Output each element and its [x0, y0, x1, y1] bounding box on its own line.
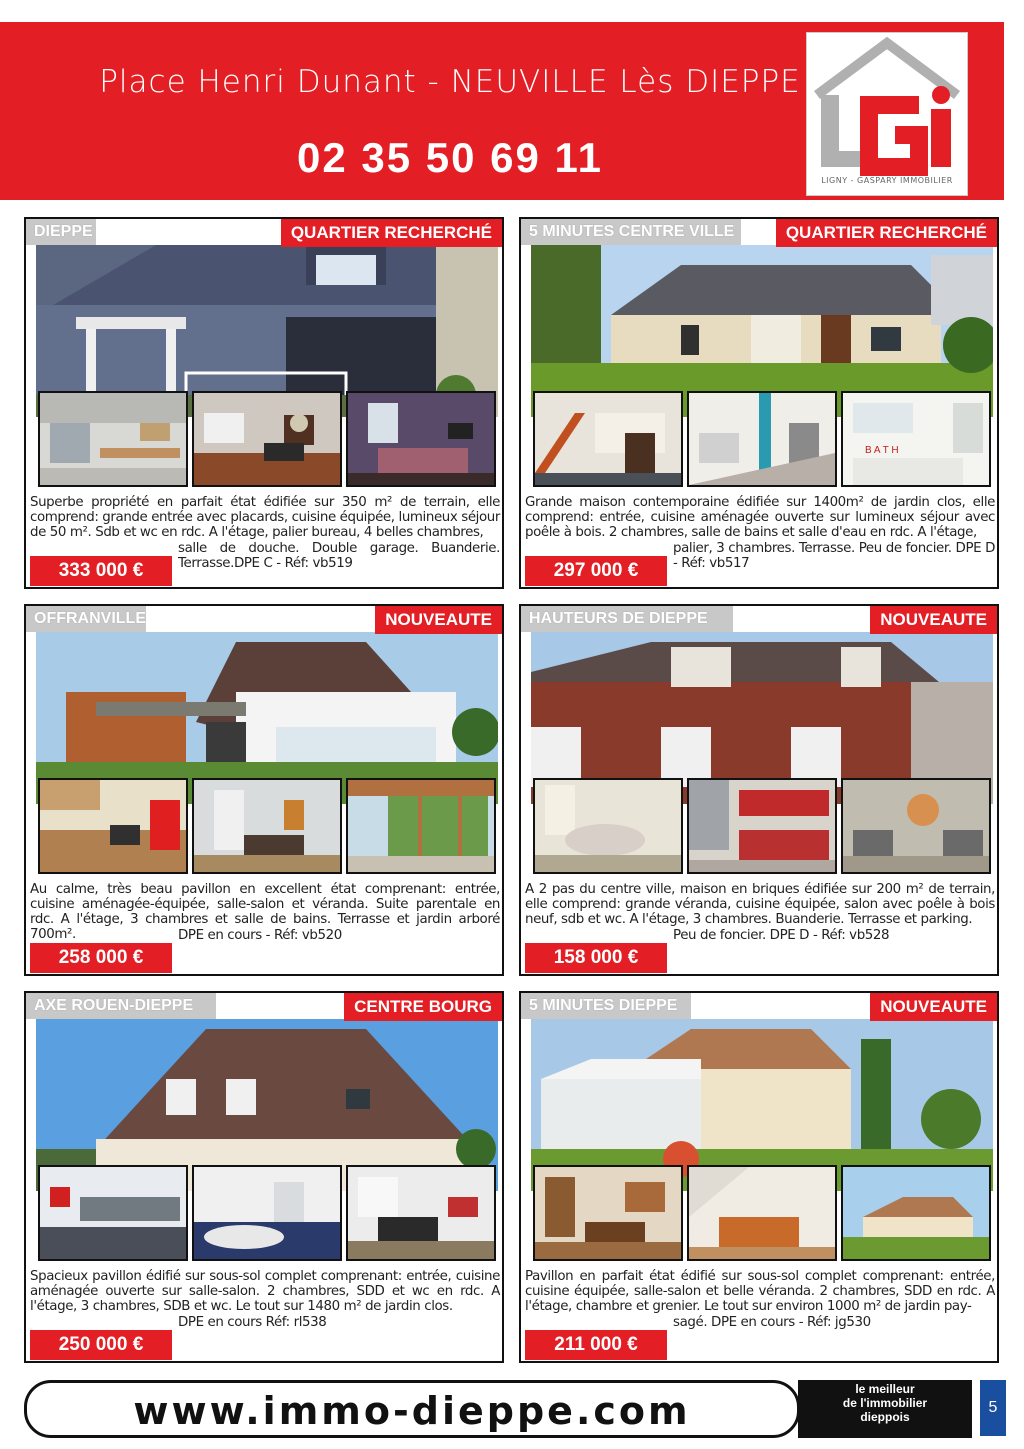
veranda-photo	[346, 778, 496, 874]
listing-card[interactable]	[519, 604, 999, 976]
listing-description-end: DPE en cours - Réf: vb520	[178, 928, 342, 943]
living-room-photo	[192, 391, 342, 487]
listing-price: 333 000 €	[30, 556, 172, 586]
dining-room-photo	[533, 778, 683, 874]
listing-card[interactable]	[24, 991, 504, 1363]
listing-card[interactable]	[24, 217, 504, 589]
bathroom-photo	[192, 1165, 342, 1261]
listing-tag: QUARTIER RECHERCHÉ	[776, 219, 997, 247]
listing-location: HAUTEURS DE DIEPPE	[521, 606, 733, 632]
living-room-photo	[346, 1165, 496, 1261]
listing-description: Spacieux pavillon édifié sur sous-sol complet comprenant: entrée, cuisine aménagée ouverte sur salle-salon. 2 chambres, SDD et wc en rdc. A l'étage, 3 chambres, SDB et wc. Le tout sur 1480 m² de jardin clos.	[30, 1269, 500, 1314]
listing-card[interactable]	[519, 217, 999, 589]
listing-tag: QUARTIER RECHERCHÉ	[281, 219, 502, 247]
slogan-box	[798, 1380, 972, 1438]
listing-description-end: sagé. DPE en cours - Réf: jg530	[673, 1315, 871, 1330]
listing-tag: CENTRE BOURG	[344, 993, 502, 1021]
listing-tag: NOUVEAUTE	[375, 606, 502, 634]
page-number: 5	[980, 1380, 1006, 1436]
listing-location: OFFRANVILLE	[26, 606, 146, 632]
logo-subtitle: LIGNY - GASPARY IMMOBILIER	[821, 176, 953, 185]
listing-location: 5 MINUTES CENTRE VILLE	[521, 219, 741, 245]
website-banner[interactable]	[24, 1380, 800, 1438]
listing-card[interactable]	[24, 604, 504, 976]
salon-photo	[841, 778, 991, 874]
listing-description-end: salle de douche. Double garage. Buanderie. Terrasse.DPE C - Réf: vb519	[178, 541, 500, 571]
listing-description-end: DPE en cours Réf: rl538	[178, 1315, 327, 1330]
listing-location: 5 MINUTES DIEPPE	[521, 993, 691, 1019]
listing-location: DIEPPE	[26, 219, 96, 245]
agency-phone[interactable]: 02 35 50 69 11	[297, 134, 603, 181]
listing-price: 250 000 €	[30, 1330, 172, 1360]
listing-location: AXE ROUEN-DIEPPE	[26, 993, 216, 1019]
kitchen-photo	[38, 778, 188, 874]
listing-card[interactable]	[519, 991, 999, 1363]
bathroom-photo	[841, 391, 991, 487]
slogan-line-1: le meilleur	[855, 1382, 915, 1396]
listing-tag: NOUVEAUTE	[870, 993, 997, 1021]
dining-room-photo	[533, 1165, 683, 1261]
agency-address: Place Henri Dunant - NEUVILLE Lès DIEPPE	[99, 64, 801, 100]
listing-description-end: palier, 3 chambres. Terrasse. Peu de foncier. DPE D - Réf: vb517	[673, 541, 995, 571]
listing-description: Superbe propriété en parfait état édifiée sur 350 m² de terrain, elle comprend: grande entrée avec placards, cuisine équipée, lumineux séjour de 50 m². Sdb et wc en rdc. A l'étage, palier bureau, 4 belles chambres,	[30, 495, 500, 540]
bedroom-photo	[346, 391, 496, 487]
kitchen-photo	[38, 391, 188, 487]
kitchen-photo	[687, 778, 837, 874]
slogan-line-3: dieppois	[860, 1410, 910, 1424]
listing-description: Pavillon en parfait état édifié sur sous-sol complet comprenant: entrée, cuisine équipée, salle-salon et belle véranda. 2 chambres, SDD en rdc. A l'étage, chambre et grenier. Le tout sur environ 1000 m² de jardin pay-	[525, 1269, 995, 1314]
lounge-photo	[687, 391, 837, 487]
listing-tag: NOUVEAUTE	[870, 606, 997, 634]
header-banner	[0, 22, 1004, 200]
listing-description-end: Peu de foncier. DPE D - Réf: vb528	[673, 928, 890, 943]
listing-description: A 2 pas du centre ville, maison en briques édifiée sur 200 m² de terrain, elle comprend: grande véranda, cuisine équipée, salon avec poêle à bois neuf, sdb et wc. A l'étage, 3 chambres. Buanderie. Terrasse et parking.	[525, 882, 995, 927]
listing-description: Au calme, très beau pavillon en excellent état comprenant: entrée, cuisine aménagée-équipée, salle-salon et véranda. Suite parentale en rdc. A l'étage, 3 chambres et salle de bains. Terrasse et jardin arboré 700m².	[30, 882, 500, 942]
attic-bedroom-photo	[687, 1165, 837, 1261]
garden-photo	[841, 1165, 991, 1261]
listing-price: 158 000 €	[525, 943, 667, 973]
agency-logo	[806, 32, 968, 196]
listing-price: 297 000 €	[525, 556, 667, 586]
website-url[interactable]: www.immo-dieppe.com	[133, 1389, 691, 1433]
listing-price: 211 000 €	[525, 1330, 667, 1360]
interior-photo	[533, 391, 683, 487]
dining-photo	[192, 778, 342, 874]
kitchen-photo	[38, 1165, 188, 1261]
slogan-line-2: de l'immobilier	[842, 1396, 928, 1410]
listing-description: Grande maison contemporaine édifiée sur 1400m² de jardin clos, elle comprend: entrée, cuisine aménagée ouverte sur lumineux séjour avec poêle à bois. 2 chambres, salle de bains et salle d'eau en rdc. A l'étage,	[525, 495, 995, 540]
listing-price: 258 000 €	[30, 943, 172, 973]
svg-text:B A T H: B A T H	[865, 445, 899, 456]
